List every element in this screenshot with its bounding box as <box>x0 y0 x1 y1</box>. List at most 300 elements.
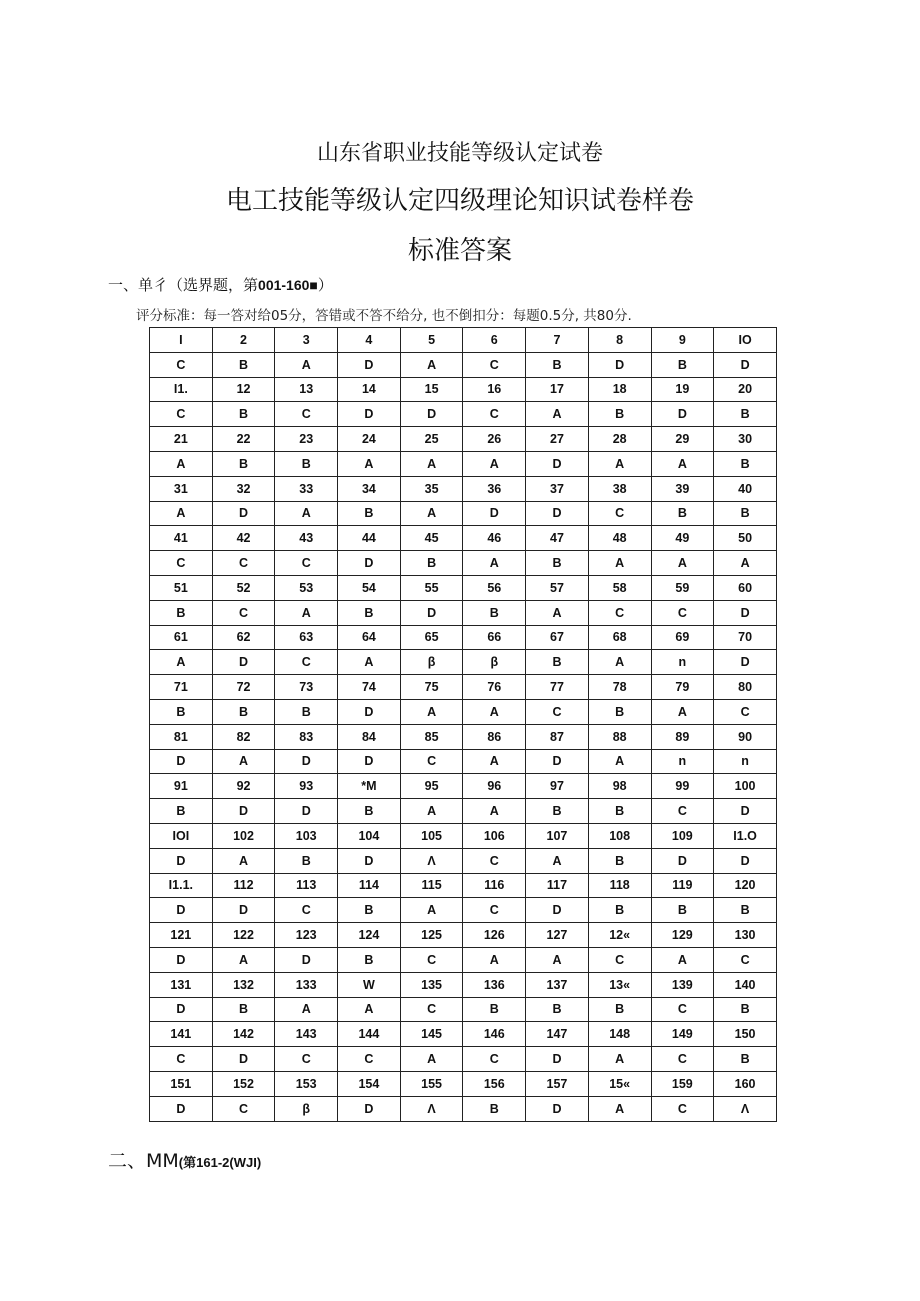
answer-cell: B <box>588 997 651 1022</box>
answer-cell: D <box>588 352 651 377</box>
answer-cell: B <box>714 402 777 427</box>
question-number-cell: 112 <box>212 873 275 898</box>
scoring-criteria: 评分标准：每一答对给05分，答错或不答不给分, 也不倒扣分：每题0.5分, 共80分. <box>136 308 632 324</box>
question-number-cell: IO <box>714 328 777 353</box>
answer-cell: A <box>275 997 338 1022</box>
answer-cell: C <box>651 997 714 1022</box>
answer-cell: C <box>588 501 651 526</box>
answer-row <box>150 848 777 873</box>
answer-cell: C <box>463 352 526 377</box>
question-number-cell: 152 <box>212 1071 275 1096</box>
answer-cell: D <box>212 898 275 923</box>
question-number-cell: 68 <box>588 625 651 650</box>
answer-cell: D <box>150 898 213 923</box>
question-number-row <box>150 873 777 898</box>
answer-cell: D <box>526 1096 589 1121</box>
question-number-cell: 23 <box>275 427 338 452</box>
question-number-cell: 16 <box>463 377 526 402</box>
question-number-row <box>150 675 777 700</box>
answer-cell: D <box>338 352 401 377</box>
answer-cell: A <box>338 997 401 1022</box>
answer-row <box>150 898 777 923</box>
answer-cell: B <box>212 402 275 427</box>
answer-row <box>150 947 777 972</box>
answer-cell: C <box>651 1096 714 1121</box>
answer-cell: B <box>588 402 651 427</box>
question-number-cell: 51 <box>150 575 213 600</box>
question-number-cell: 90 <box>714 724 777 749</box>
answer-row <box>150 451 777 476</box>
question-number-row <box>150 724 777 749</box>
question-number-cell: 95 <box>400 774 463 799</box>
question-number-cell: 96 <box>463 774 526 799</box>
answer-cell: B <box>588 848 651 873</box>
answer-cell: C <box>651 799 714 824</box>
question-number-cell: 130 <box>714 923 777 948</box>
question-number-cell: 26 <box>463 427 526 452</box>
answer-cell: C <box>463 898 526 923</box>
answer-cell: B <box>651 501 714 526</box>
question-number-cell: 70 <box>714 625 777 650</box>
question-number-row <box>150 427 777 452</box>
question-number-cell: 143 <box>275 1022 338 1047</box>
answer-cell: A <box>651 699 714 724</box>
question-number-cell: 154 <box>338 1071 401 1096</box>
question-number-row <box>150 476 777 501</box>
question-number-cell: 103 <box>275 823 338 848</box>
question-number-cell: 133 <box>275 972 338 997</box>
answer-cell: B <box>526 352 589 377</box>
question-number-cell: 49 <box>651 526 714 551</box>
answer-cell: n <box>651 650 714 675</box>
answer-cell: B <box>526 997 589 1022</box>
answer-row <box>150 402 777 427</box>
question-number-cell: 119 <box>651 873 714 898</box>
answer-cell: n <box>651 749 714 774</box>
answer-cell: A <box>400 501 463 526</box>
question-number-cell: 13« <box>588 972 651 997</box>
answer-cell: D <box>212 1047 275 1072</box>
answer-cell: A <box>400 451 463 476</box>
answer-cell: D <box>212 799 275 824</box>
question-number-cell: 81 <box>150 724 213 749</box>
answer-cell: C <box>714 947 777 972</box>
answer-cell: A <box>212 749 275 774</box>
question-number-cell: 108 <box>588 823 651 848</box>
question-number-cell: 140 <box>714 972 777 997</box>
answer-cell: D <box>526 501 589 526</box>
answer-cell: D <box>338 1096 401 1121</box>
question-number-cell: 55 <box>400 575 463 600</box>
question-number-cell: 142 <box>212 1022 275 1047</box>
answer-cell: D <box>526 749 589 774</box>
question-number-cell: 99 <box>651 774 714 799</box>
question-number-cell: W <box>338 972 401 997</box>
question-number-cell: 44 <box>338 526 401 551</box>
question-number-cell: 61 <box>150 625 213 650</box>
question-number-cell: 71 <box>150 675 213 700</box>
question-number-cell: 155 <box>400 1071 463 1096</box>
question-number-cell: 85 <box>400 724 463 749</box>
question-number-cell: 146 <box>463 1022 526 1047</box>
section-1-range: 001-160■ <box>258 277 318 293</box>
answer-cell: A <box>588 451 651 476</box>
answer-cell: B <box>275 699 338 724</box>
question-number-cell: 135 <box>400 972 463 997</box>
exam-paper-title: 电工技能等级认定四级理论知识试卷样卷 <box>225 186 694 216</box>
question-number-row <box>150 774 777 799</box>
question-number-cell: 102 <box>212 823 275 848</box>
question-number-cell: 82 <box>212 724 275 749</box>
answer-cell: B <box>400 551 463 576</box>
question-number-cell: 19 <box>651 377 714 402</box>
answer-cell: C <box>463 1047 526 1072</box>
answer-cell: B <box>338 947 401 972</box>
answer-cell: A <box>651 451 714 476</box>
answer-cell: C <box>651 600 714 625</box>
question-number-cell: 69 <box>651 625 714 650</box>
question-number-cell: 149 <box>651 1022 714 1047</box>
answer-cell: C <box>400 749 463 774</box>
answer-cell: A <box>463 749 526 774</box>
question-number-row <box>150 328 777 353</box>
answer-cell: A <box>588 1096 651 1121</box>
answer-cell: D <box>714 650 777 675</box>
section-2-heading <box>108 1146 261 1173</box>
question-number-row <box>150 1022 777 1047</box>
question-number-cell: 105 <box>400 823 463 848</box>
question-number-cell: 106 <box>463 823 526 848</box>
question-number-cell: 3 <box>275 328 338 353</box>
answer-cell: C <box>463 402 526 427</box>
answer-cell: B <box>463 997 526 1022</box>
question-number-cell: 107 <box>526 823 589 848</box>
question-number-cell: 97 <box>526 774 589 799</box>
answer-cell: D <box>212 650 275 675</box>
answer-cell: C <box>275 402 338 427</box>
question-number-cell: 80 <box>714 675 777 700</box>
answer-cell: D <box>275 799 338 824</box>
question-number-cell: 124 <box>338 923 401 948</box>
answer-cell: C <box>463 848 526 873</box>
question-number-cell: 73 <box>275 675 338 700</box>
question-number-cell: 92 <box>212 774 275 799</box>
section-1-paren: （选界题，第 <box>168 276 259 294</box>
question-number-cell: 31 <box>150 476 213 501</box>
question-number-cell: 52 <box>212 575 275 600</box>
answer-cell: B <box>526 650 589 675</box>
answer-cell: β <box>275 1096 338 1121</box>
question-number-cell: 86 <box>463 724 526 749</box>
question-number-cell: 75 <box>400 675 463 700</box>
answer-cell: D <box>338 699 401 724</box>
question-number-cell: 129 <box>651 923 714 948</box>
question-number-cell: 39 <box>651 476 714 501</box>
question-number-cell: 98 <box>588 774 651 799</box>
answer-row <box>150 749 777 774</box>
question-number-cell: 63 <box>275 625 338 650</box>
answer-cell: B <box>338 898 401 923</box>
answer-cell: A <box>588 749 651 774</box>
answer-cell: A <box>400 699 463 724</box>
answer-cell: A <box>526 947 589 972</box>
question-number-cell: 156 <box>463 1071 526 1096</box>
question-number-cell: 32 <box>212 476 275 501</box>
answer-cell: A <box>651 947 714 972</box>
answer-cell: D <box>651 402 714 427</box>
answer-cell: C <box>275 551 338 576</box>
question-number-cell: 160 <box>714 1071 777 1096</box>
question-number-cell: 93 <box>275 774 338 799</box>
question-number-row <box>150 625 777 650</box>
answer-cell: C <box>150 551 213 576</box>
question-number-cell: 91 <box>150 774 213 799</box>
question-number-cell: 116 <box>463 873 526 898</box>
answer-cell: D <box>400 402 463 427</box>
answer-cell: D <box>714 600 777 625</box>
question-number-cell: 8 <box>588 328 651 353</box>
answer-cell: A <box>463 451 526 476</box>
question-number-cell: 123 <box>275 923 338 948</box>
question-number-cell: 56 <box>463 575 526 600</box>
question-number-cell: 150 <box>714 1022 777 1047</box>
question-number-cell: 77 <box>526 675 589 700</box>
section-1-prefix: 一、单彳 <box>108 276 169 294</box>
question-number-cell: IOI <box>150 823 213 848</box>
answer-cell: B <box>150 799 213 824</box>
question-number-cell: 18 <box>588 377 651 402</box>
answer-cell: B <box>526 799 589 824</box>
answer-cell: A <box>463 947 526 972</box>
section-1-close: ） <box>317 276 333 294</box>
answer-cell: D <box>212 501 275 526</box>
question-number-cell: 14 <box>338 377 401 402</box>
answer-cell: B <box>338 501 401 526</box>
answer-cell: A <box>526 600 589 625</box>
answer-cell: B <box>714 898 777 923</box>
answer-cell: C <box>275 650 338 675</box>
question-number-cell: 132 <box>212 972 275 997</box>
question-number-cell: 27 <box>526 427 589 452</box>
answer-cell: B <box>212 451 275 476</box>
answer-cell: D <box>526 898 589 923</box>
answer-cell: D <box>400 600 463 625</box>
answer-row <box>150 1096 777 1121</box>
question-number-cell: 109 <box>651 823 714 848</box>
answer-cell: D <box>338 749 401 774</box>
question-number-cell: 79 <box>651 675 714 700</box>
answer-row <box>150 600 777 625</box>
answer-cell: A <box>212 947 275 972</box>
answer-cell: Λ <box>714 1096 777 1121</box>
question-number-cell: 139 <box>651 972 714 997</box>
answer-cell: B <box>338 600 401 625</box>
question-number-cell: 54 <box>338 575 401 600</box>
answer-cell: B <box>150 699 213 724</box>
answer-row <box>150 997 777 1022</box>
answer-cell: B <box>463 1096 526 1121</box>
answer-cell: C <box>150 1047 213 1072</box>
question-number-row <box>150 823 777 848</box>
question-number-cell: 7 <box>526 328 589 353</box>
question-number-cell: 9 <box>651 328 714 353</box>
question-number-cell: 53 <box>275 575 338 600</box>
answer-cell: A <box>400 352 463 377</box>
question-number-cell: 148 <box>588 1022 651 1047</box>
answer-cell: B <box>150 600 213 625</box>
question-number-cell: 76 <box>463 675 526 700</box>
answer-cell: D <box>150 749 213 774</box>
answer-cell: Λ <box>400 1096 463 1121</box>
question-number-cell: 104 <box>338 823 401 848</box>
question-number-cell: 65 <box>400 625 463 650</box>
answer-cell: A <box>275 352 338 377</box>
question-number-cell: 141 <box>150 1022 213 1047</box>
question-number-cell: 35 <box>400 476 463 501</box>
answer-cell: A <box>526 848 589 873</box>
answer-cell: A <box>463 699 526 724</box>
question-number-cell: 30 <box>714 427 777 452</box>
question-number-cell: 122 <box>212 923 275 948</box>
answer-cell: B <box>275 848 338 873</box>
question-number-cell: *M <box>338 774 401 799</box>
question-number-cell: 24 <box>338 427 401 452</box>
answer-cell: A <box>463 551 526 576</box>
question-number-cell: 58 <box>588 575 651 600</box>
question-number-cell: 114 <box>338 873 401 898</box>
answer-cell: B <box>588 898 651 923</box>
answer-cell: D <box>338 551 401 576</box>
question-number-cell: 59 <box>651 575 714 600</box>
question-number-cell: 117 <box>526 873 589 898</box>
answer-cell: C <box>212 551 275 576</box>
answer-cell: A <box>212 848 275 873</box>
question-number-cell: 60 <box>714 575 777 600</box>
question-number-cell: 121 <box>150 923 213 948</box>
question-number-cell: 2 <box>212 328 275 353</box>
question-number-cell: 137 <box>526 972 589 997</box>
answer-cell: D <box>150 947 213 972</box>
question-number-cell: 157 <box>526 1071 589 1096</box>
answer-cell: D <box>275 947 338 972</box>
question-number-cell: I1. <box>150 377 213 402</box>
question-number-cell: 126 <box>463 923 526 948</box>
answer-cell: A <box>714 551 777 576</box>
answer-cell: C <box>400 947 463 972</box>
answer-cell: A <box>463 799 526 824</box>
answer-cell: C <box>150 352 213 377</box>
answer-cell: B <box>651 898 714 923</box>
answer-cell: D <box>150 1096 213 1121</box>
answer-cell: D <box>526 1047 589 1072</box>
answer-cell: A <box>400 799 463 824</box>
question-number-cell: 145 <box>400 1022 463 1047</box>
question-number-cell: 38 <box>588 476 651 501</box>
question-number-cell: 6 <box>463 328 526 353</box>
answer-cell: B <box>714 1047 777 1072</box>
answer-cell: B <box>212 352 275 377</box>
question-number-cell: 42 <box>212 526 275 551</box>
question-number-cell: 125 <box>400 923 463 948</box>
answer-cell: A <box>588 650 651 675</box>
question-number-cell: 118 <box>588 873 651 898</box>
answer-row <box>150 699 777 724</box>
question-number-row <box>150 377 777 402</box>
question-number-cell: I1.1. <box>150 873 213 898</box>
answer-cell: B <box>714 501 777 526</box>
answer-cell: B <box>526 551 589 576</box>
answer-row <box>150 501 777 526</box>
answer-cell: β <box>400 650 463 675</box>
question-number-cell: 13 <box>275 377 338 402</box>
answer-cell: B <box>588 799 651 824</box>
answer-cell: A <box>150 451 213 476</box>
answer-cell: C <box>150 402 213 427</box>
answer-cell: B <box>275 451 338 476</box>
section-2-prefix: 二、MM <box>108 1150 179 1172</box>
answer-table <box>149 327 777 1122</box>
question-number-cell: 115 <box>400 873 463 898</box>
question-number-cell: 20 <box>714 377 777 402</box>
answer-cell: D <box>651 848 714 873</box>
answer-cell: C <box>588 600 651 625</box>
question-number-cell: 127 <box>526 923 589 948</box>
answer-cell: C <box>651 1047 714 1072</box>
answer-cell: C <box>588 947 651 972</box>
answer-cell: D <box>714 352 777 377</box>
answer-cell: D <box>526 451 589 476</box>
question-number-cell: 21 <box>150 427 213 452</box>
answer-cell: C <box>714 699 777 724</box>
question-number-cell: 84 <box>338 724 401 749</box>
question-number-cell: 28 <box>588 427 651 452</box>
question-number-cell: 36 <box>463 476 526 501</box>
question-number-cell: 153 <box>275 1071 338 1096</box>
question-number-cell: 131 <box>150 972 213 997</box>
question-number-cell: 15 <box>400 377 463 402</box>
question-number-row <box>150 575 777 600</box>
answer-cell: D <box>338 848 401 873</box>
answer-cell: B <box>212 699 275 724</box>
question-number-cell: 57 <box>526 575 589 600</box>
answer-cell: A <box>588 551 651 576</box>
question-number-cell: 136 <box>463 972 526 997</box>
answer-cell: C <box>275 1047 338 1072</box>
question-number-cell: 78 <box>588 675 651 700</box>
question-number-cell: 40 <box>714 476 777 501</box>
exam-authority-title: 山东省职业技能等级认定试卷 <box>316 141 603 166</box>
answer-cell: B <box>463 600 526 625</box>
answer-table-body <box>150 328 777 1122</box>
question-number-cell: 45 <box>400 526 463 551</box>
answer-cell: A <box>400 898 463 923</box>
question-number-row <box>150 1071 777 1096</box>
answer-cell: A <box>338 451 401 476</box>
section-1-heading <box>108 274 333 295</box>
question-number-cell: I <box>150 328 213 353</box>
answer-cell: C <box>526 699 589 724</box>
question-number-cell: 29 <box>651 427 714 452</box>
answer-cell: A <box>526 402 589 427</box>
question-number-cell: 48 <box>588 526 651 551</box>
answer-row <box>150 1047 777 1072</box>
answer-cell: D <box>150 848 213 873</box>
answer-cell: Λ <box>400 848 463 873</box>
answer-cell: D <box>714 799 777 824</box>
answer-cell: D <box>275 749 338 774</box>
question-number-cell: 120 <box>714 873 777 898</box>
answer-cell: A <box>275 501 338 526</box>
